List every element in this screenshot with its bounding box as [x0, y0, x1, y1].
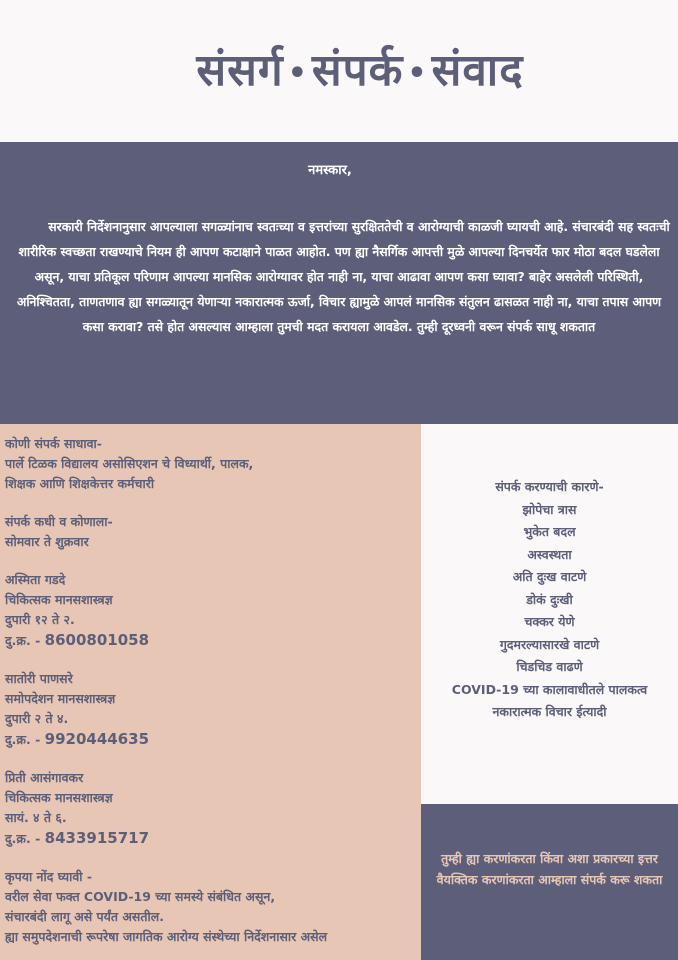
- person-name: सातोरी पाणसरे: [5, 671, 73, 686]
- person-phone-row: [0, 729, 421, 750]
- footer-note: तुम्ही ह्या करणांकरता किंवा अशा प्रकारच्या इत्तर वैयक्तिक करणांकरता आम्हाला संपर्क करू शकता: [436, 851, 663, 887]
- phone-label: दु.क्र. -: [5, 633, 45, 648]
- note-line-1: वरील सेवा फक्त COVID-19 च्या समस्ये संबंधित असून,: [5, 889, 276, 904]
- person-name: अस्मिता गडदे: [5, 572, 66, 587]
- person-phone-row: [0, 828, 421, 849]
- title-dot-2: •: [407, 55, 428, 91]
- phone-label: दु.क्र. -: [5, 732, 45, 747]
- person-time: सायं. ४ ते ६.: [5, 810, 67, 825]
- reasons-heading: संपर्क करण्याची कारणे-: [495, 479, 604, 494]
- title-word-3: संवाद: [431, 45, 524, 96]
- person-role: चिकित्सक मानसशास्त्रज्ञ: [5, 790, 113, 805]
- contact-person: [0, 570, 421, 651]
- reason-item: झोपेचा त्रास: [522, 501, 577, 517]
- title-word-2: संपर्क: [311, 45, 404, 96]
- person-phone-row: [0, 630, 421, 651]
- note-line-2: संचारबंदी लागू असे पर्यंत असतील.: [5, 909, 164, 924]
- intro-paragraph: सरकारी निर्देशनानुसार आपल्याला सगळ्यांनाच स्वतःच्या व इत्तरांच्या सुरक्षिततेची व आरोग्याची काळजी घ्यायची आहे. संचारबंदी सह स्वतःची शारीरिक स्वच्छता राखण्याचे नियम ही आपण कटाक्षाने पाळत आहोत. पण ह्या नैसर्गिक आपत्ती मुळे आपल्या दिनचर्येत फार मोठा बदल घडलेला असून, याचा प्रतिकूल परिणाम आपल्या मानसिक आरोग्यावर होत नाही ना, याचा आढावा आपण कसा घ्यावा? बाहेर असलेली परिस्थिती, अनिश्चितता, ताणतणाव ह्या सगळ्यातून येणाऱ्या नकारात्मक ऊर्जा, विचार ह्यामुळे आपलं मानसिक संतुलन ढासळत नाही ना, याचा तपास आपण कसा करावा? तसे होत असल्यास आम्हाला तुमची मदत करायला आवडेल. तुम्ही दूरध्वनी वरून संपर्क साधू शकतात: [16, 219, 670, 334]
- intro-section: [0, 142, 678, 424]
- contact-person: [0, 669, 421, 750]
- who-line-1: पार्ले टिळक विद्यालय असोसिएशन चे विध्यार्थी, पालक,: [5, 456, 254, 471]
- person-role: चिकित्सक मानसशास्त्रज्ञ: [5, 592, 113, 607]
- title-dot-1: •: [287, 55, 308, 91]
- phone-number[interactable]: 8600801058: [44, 631, 150, 649]
- phone-number[interactable]: 9920444635: [44, 730, 150, 748]
- reason-item: अति दुःख वाटणे: [512, 569, 587, 584]
- contact-panel: [0, 424, 421, 960]
- phone-number[interactable]: 8433915717: [44, 829, 150, 847]
- note-heading: कृपया नोंद घ्यावी -: [5, 869, 93, 884]
- title-word-1: संसर्ग: [196, 45, 284, 96]
- person-role: समोपदेशन मानसशास्त्रज्ञ: [5, 691, 116, 706]
- when-heading: संपर्क कधी व कोणाला-: [5, 514, 113, 529]
- reason-item: नकारात्मक विचार ईत्यादी: [492, 704, 607, 719]
- phone-label: दु.क्र. -: [5, 831, 45, 846]
- reason-item: डोकं दुःखी: [526, 591, 573, 607]
- reason-item: भुकेत बदल: [523, 524, 576, 539]
- reason-item: COVID-19 च्या कालावाधीतले पालकत्व: [451, 681, 648, 697]
- reasons-list: [421, 476, 678, 724]
- person-time: दुपारी २ ते ४.: [5, 711, 69, 726]
- when-days: सोमवार ते शुक्रवार: [5, 534, 89, 549]
- reason-item: चिडचिड वाढणे: [516, 659, 583, 674]
- person-time: दुपारी १२ ते २.: [5, 612, 75, 627]
- reason-item: अस्वस्थता: [527, 546, 572, 562]
- reason-item: चक्कर येणे: [524, 614, 575, 629]
- page-title: [0, 38, 678, 98]
- note-line-3: ह्या समुपदेशनाची रूपरेषा जागतिक आरोग्य संस्थेच्या निर्देशनासार असेल: [5, 929, 328, 944]
- who-heading: कोणी संपर्क साधावा-: [5, 436, 102, 451]
- reason-item: गुदमरल्यासारखे वाटणे: [499, 636, 600, 652]
- header: [0, 0, 678, 142]
- footer-note-panel: [421, 804, 678, 960]
- reasons-panel: [421, 424, 678, 804]
- who-line-2: शिक्षक आणि शिक्षकेत्तर कर्मचारी: [5, 476, 155, 491]
- contact-person: [0, 768, 421, 849]
- person-name: प्रिती आसंगावकर: [5, 770, 84, 785]
- greeting: नमस्कार,: [308, 163, 352, 178]
